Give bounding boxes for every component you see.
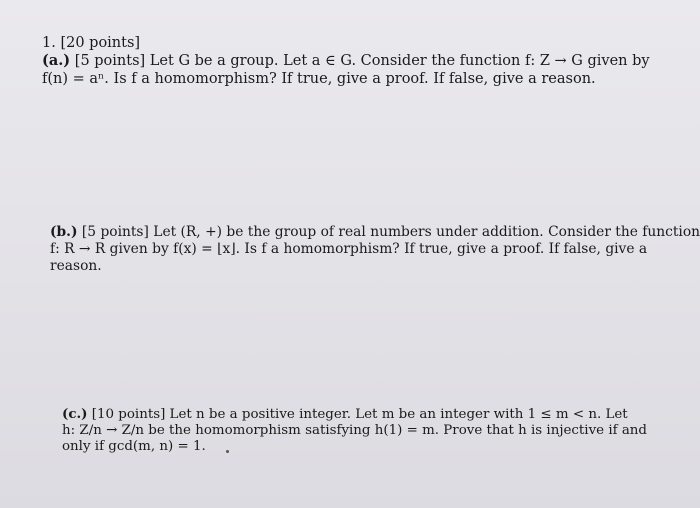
part-a-label: (a.) xyxy=(42,52,71,69)
part-c-line-1 xyxy=(62,406,652,423)
part-c xyxy=(62,406,652,455)
part-a-text-1: [5 points] Let G be a group. Let a ∈ G. Consider the function f: Z → G given by xyxy=(74,53,650,69)
part-c-line-2: h: Z/n → Z/n be the homomorphism satisfying h(1) = m. Prove that h is injective if and xyxy=(62,423,647,438)
part-a xyxy=(42,52,662,88)
part-c-label: (c.) xyxy=(62,406,88,422)
part-b xyxy=(50,224,700,275)
problem-header-text: 1. [20 points] xyxy=(42,35,141,51)
part-c-line-3: only if gcd(m, n) = 1. xyxy=(62,439,206,454)
part-c-text-1: [10 points] Let n be a positive integer. Let m be an integer with 1 ≤ m < n. Let xyxy=(91,407,628,422)
part-b-text-1: [5 points] Let (R, +) be the group of real numbers under addition. Consider the function xyxy=(81,224,700,240)
part-b-line-3: reason. xyxy=(50,258,102,274)
stray-mark xyxy=(226,450,229,453)
part-b-label: (b.) xyxy=(50,224,78,240)
part-a-line-1 xyxy=(42,52,662,70)
part-b-line-2: f: R → R given by f(x) = ⌊x⌋. Is f a homomorphism? If true, give a proof. If false, give a xyxy=(50,241,648,257)
problem-header xyxy=(42,34,662,52)
part-a-line-2: f(n) = aⁿ. Is f a homomorphism? If true, give a proof. If false, give a reason. xyxy=(42,71,596,87)
part-b-line-1 xyxy=(50,224,700,241)
